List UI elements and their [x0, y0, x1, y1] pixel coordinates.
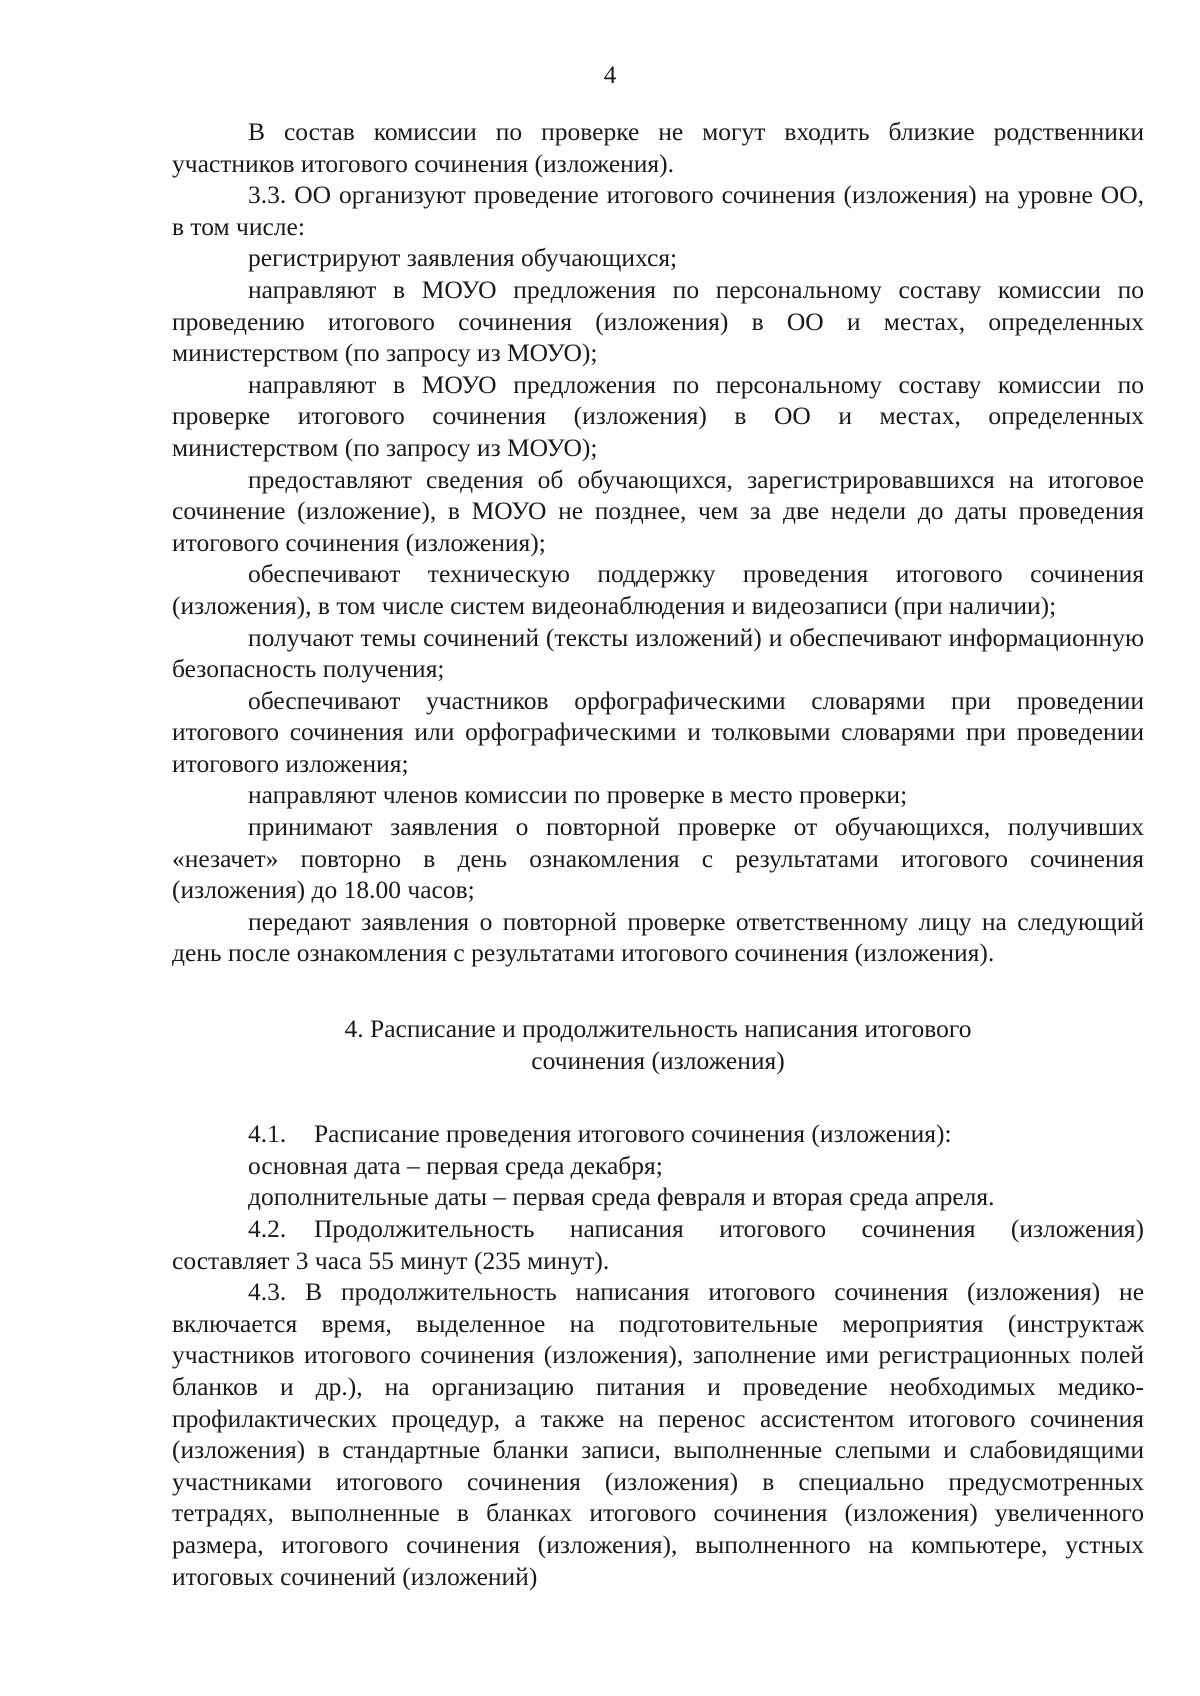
paragraph: направляют членов комиссии по проверке в место проверки;	[248, 780, 908, 810]
paragraph: обеспечивают техническую поддержку проведения итогового сочинения (изложения), в том числе систем видеонаблюдения и видеозаписи (при наличии);	[172, 559, 1144, 620]
clause-text: Расписание проведения итогового сочинения (изложения):	[314, 1119, 952, 1149]
section-heading: 4. Расписание и продолжительность написания итогового сочинения (изложения)	[344, 1014, 972, 1075]
document-body	[172, 116, 1144, 1592]
paragraph: направляют в МОУО предложения по персональному составу комиссии по проверке итогового сочинения (изложения) в ОО и местах, определенных министерством (по запросу из МОУО);	[172, 369, 1144, 462]
paragraph	[172, 1150, 1144, 1182]
paragraph: получают темы сочинений (тексты изложений) и обеспечивают информационную безопасность получения;	[172, 622, 1144, 684]
paragraph: предоставляют сведения об обучающихся, зарегистрировавшихся на итоговое сочинение (изложение), в МОУО не позднее, чем за две недели до даты проведения итогового сочинения (изложения);	[172, 464, 1144, 557]
paragraph	[172, 1181, 1144, 1213]
clause-text: В продолжительность написания итогового сочинения (изложения) не включается время, выделенное на подготовительные мероприятия (инструктаж участников итогового сочинения (изложения), заполнение ими регистрационных полей бланков и др.), на организацию питания и проведение необходимых медико-профилактических процедур, а также на перенос ассистентом итогового сочинения (изложения) в стандартные бланки записи, выполненные слепыми и слабовидящими участниками итогового сочинения (изложения) в специально предусмотренных тетрадях, выполненные в бланках итогового сочинения (изложения) увеличенного размера, итогового сочинения (изложения), выполненного на компьютере, устных итоговых сочинений (изложений)	[172, 1277, 1145, 1591]
clause-text: основная дата – первая среда декабря;	[248, 1150, 663, 1180]
paragraph: 3.3. ОО организуют проведение итогового сочинения (изложения) на уровне ОО, в том числе:	[172, 180, 1144, 241]
clause-number: 4.1.	[248, 1119, 287, 1149]
paragraph: принимают заявления о повторной проверке от обучающихся, получивших «незачет» повторно в день ознакомления с результатами итогового сочинения (изложения) до 18.00 часов;	[172, 812, 1144, 905]
page-number: 4	[603, 62, 617, 89]
clause-text: дополнительные даты – первая среда февраля и вторая среда апреля.	[248, 1182, 995, 1212]
clause-number: 4.3.	[248, 1277, 287, 1307]
paragraph	[172, 1118, 1144, 1150]
paragraph: обеспечивают участников орфографическими словарями при проведении итогового сочинения или орфографическими и толковыми словарями при проведении итогового изложения;	[172, 685, 1144, 778]
clause-text: Продолжительность написания итогового сочинения (изложения) составляет 3 часа 55 минут (235 минут).	[172, 1214, 1144, 1275]
paragraph	[172, 1213, 1144, 1276]
paragraph	[172, 1276, 1144, 1592]
paragraph: В состав комиссии по проверке не могут входить близкие родственники участников итогового сочинения (изложения).	[172, 117, 1144, 178]
paragraph: направляют в МОУО предложения по персональному составу комиссии по проведению итогового сочинения (изложения) в ОО и местах, определенных министерством (по запросу из МОУО);	[172, 274, 1144, 368]
paragraph: передают заявления о повторной проверке ответственному лицу на следующий день после ознакомления с результатами итогового сочинения (изложения).	[172, 906, 1144, 968]
paragraph: регистрируют заявления обучающихся;	[248, 243, 678, 273]
clause-number: 4.2.	[248, 1214, 287, 1243]
